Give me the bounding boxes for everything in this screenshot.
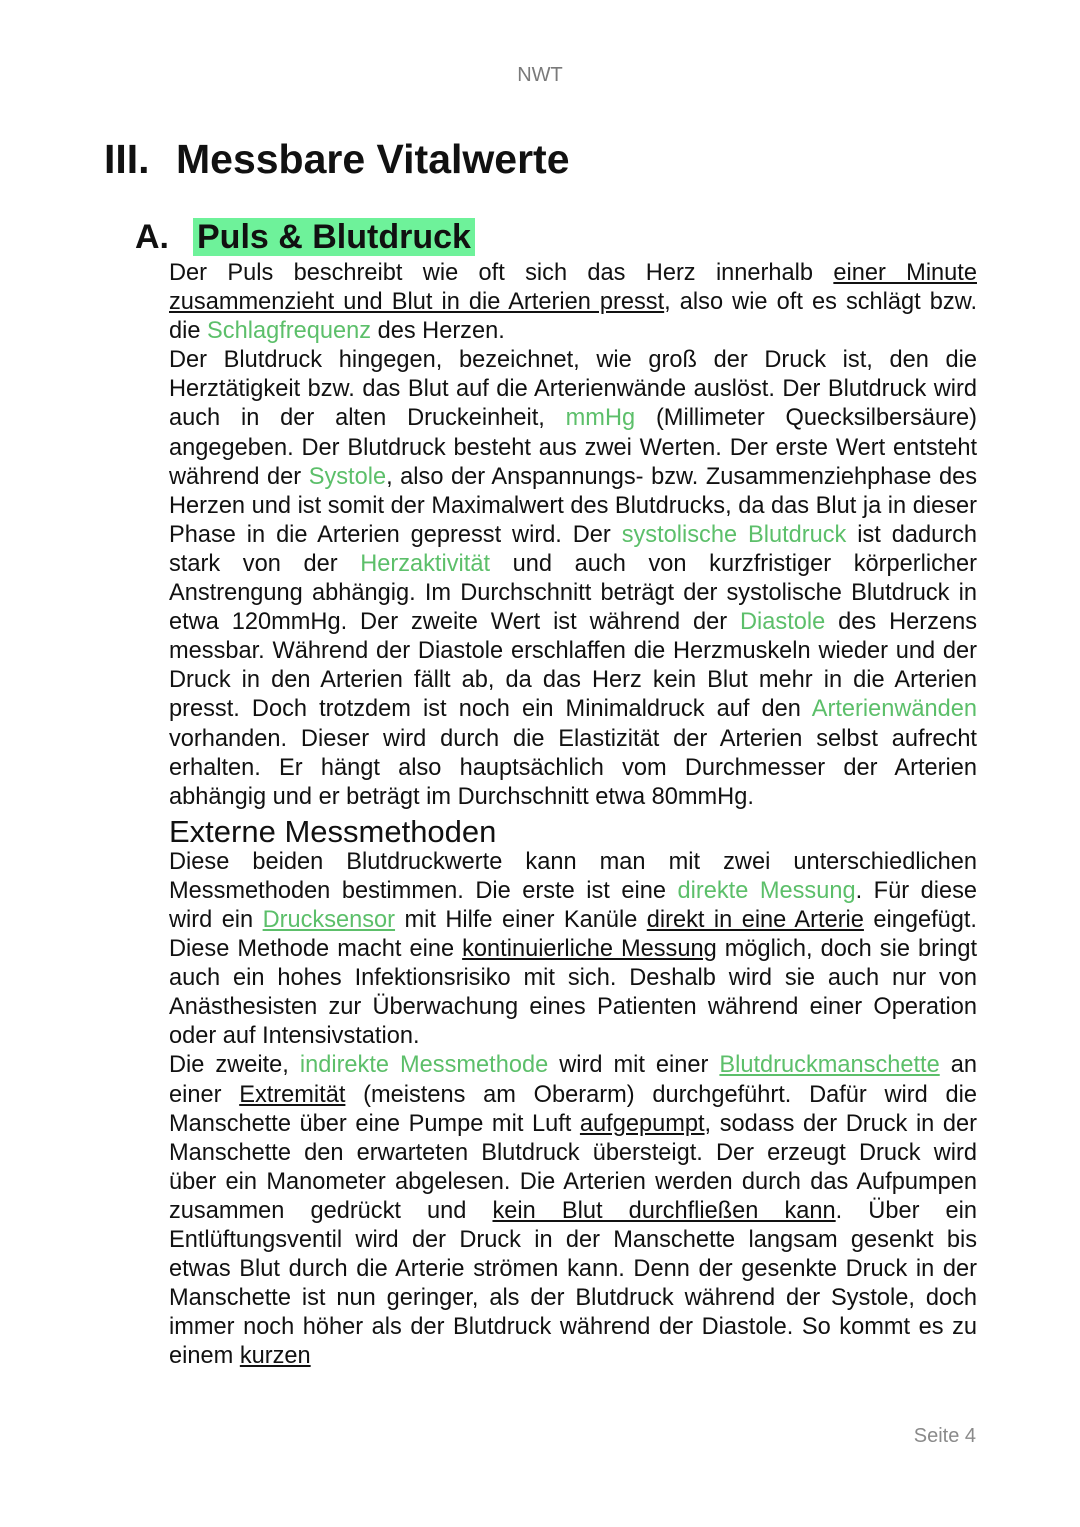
text-run: Der Blutdruck hingegen, bezeichnet, wie groß der Druck ist, den die Herztätigkeit bzw. das Blut auf die Arterienwände auslöst. Der Blutdruck wird auch in der alten Druckeinheit,: [169, 347, 977, 432]
text-run: an einer: [169, 1052, 977, 1108]
text-run: , sodass der Druck in der Manschette den erwarteten Blutdruck übersteigt. Der erzeugt Druck wird über ein Manometer abgelesen. Die Arterien werden durch das Aufpumpen zusammen gedrückt und: [169, 1110, 978, 1224]
section-letter: A.: [135, 218, 169, 256]
paragraph-direkte-messung: [169, 848, 977, 1052]
highlight-term: Arterienwänden: [811, 696, 977, 723]
text-run: Diese beiden Blutdruckwerte kann man mit zwei unterschiedlichen Messmethoden bestimmen. Die erste ist eine: [169, 848, 977, 904]
chapter-title-text: Messbare Vitalwerte: [176, 136, 570, 182]
highlight-term: Diastole: [740, 609, 826, 636]
underlined-text: einer Minute zusammenzieht und Blut in die Arterien presst: [169, 260, 977, 316]
highlight-term: direkte Messung: [677, 877, 856, 904]
text-run: und auch von kurzfristiger körperlicher Anstrengung abhängig. Im Durchschnitt beträgt der systolische Blutdruck in etwa 120mmHg. Der zweite Wert ist während der: [169, 550, 977, 636]
underlined-text: kontinuierliche Messung: [462, 936, 717, 963]
underlined-text: kein Blut durchfließen kann: [492, 1197, 836, 1224]
text-run: ist dadurch stark von der: [169, 521, 977, 577]
text-run: . Für diese wird ein: [169, 877, 978, 933]
text-run: Der Puls beschreibt wie oft sich das Herz innerhalb: [169, 260, 834, 286]
highlight-term: Herzaktivität: [360, 550, 491, 577]
highlight-term: Schlagfrequenz: [207, 318, 372, 345]
highlight-term: indirekte Messmethode: [299, 1052, 549, 1079]
underlined-text: aufgepumpt: [579, 1110, 705, 1137]
body-text: [169, 259, 977, 1371]
text-run: vorhanden. Dieser wird durch die Elastizität der Arterien selbst aufrecht erhalten. Er hängt also hauptsächlich vom Durchmesser der Arterien abhängig und er beträgt im Durchschnitt etwa 80mmHg.: [169, 725, 977, 810]
text-run: Die zweite,: [169, 1052, 300, 1079]
text-run: des Herzen.: [371, 318, 505, 345]
paragraph-indirekte-messung: [169, 1051, 977, 1371]
text-run: eingefügt. Diese Methode macht eine: [169, 906, 977, 963]
highlight-term: Systole: [308, 463, 387, 490]
highlight-underlined-term: Drucksensor: [262, 906, 396, 933]
text-run: möglich, doch sie bringt auch ein hohes Infektionsrisiko mit sich. Deshalb wird sie auch nur von Anästhesisten zur Überwachung eines Patienten während einer Operation oder auf Intensivstation.: [169, 936, 978, 1050]
highlight-term: mmHg: [565, 405, 636, 432]
subheading-messmethoden: Externe Messmethoden: [169, 813, 497, 849]
text-run: (meistens am Oberarm) durchgeführt. Dafür wird die Manschette über eine Pumpe mit Luft: [169, 1081, 977, 1137]
text-run: wird mit einer: [548, 1052, 720, 1079]
page-header: NWT: [517, 64, 563, 86]
paragraph-blutdruck: [169, 346, 977, 812]
text-run: , also der Anspannungs- bzw. Zusammenziehphase des Herzen und ist somit der Maximalwert des Blutdrucks, da das Blut ja in dieser Phase in die Arterien gepresst wird. Der: [169, 463, 977, 548]
section-title-highlight: Puls & Blutdruck: [193, 218, 475, 256]
page-number: Seite 4: [913, 1425, 976, 1447]
text-run: des Herzens messbar. Während der Diastole erschlaffen die Herzmuskeln wieder und der Druck in den Arterien fällt ab, da das Herz kein Blut mehr in die Arterien presst. Doch trotzdem ist noch ein Minimaldruck auf den: [169, 609, 977, 723]
text-run: , also wie oft es schlägt bzw. die: [169, 289, 977, 345]
section-heading: [135, 212, 475, 262]
underlined-text: direkt in eine Arterie: [646, 906, 864, 933]
paragraph-puls: [169, 259, 977, 346]
text-run: . Über ein Entlüftungsventil wird der Druck in der Manschette langsam gesenkt bis etwas Blut durch die Arterie strömen kann. Denn der gesenkte Druck in der Manschette ist nun geringer, als der Blutdruck während der Systole, doch immer noch höher als der Blutdruck während der Diastole. So kommt es zu einem: [169, 1197, 977, 1370]
highlight-term: systolische Blutdruck: [621, 521, 847, 548]
underlined-text: Extremität: [239, 1081, 346, 1108]
chapter-number: III.: [104, 136, 150, 182]
text-run: (Millimeter Quecksilbersäure) angegeben. Der Blutdruck besteht aus zwei Werten. Der erste Wert entsteht während der: [169, 405, 978, 490]
chapter-title: [104, 133, 570, 185]
highlight-underlined-term: Blutdruckmanschette: [719, 1052, 940, 1079]
underlined-text: kurzen: [239, 1343, 311, 1370]
text-run: mit Hilfe einer Kanüle: [395, 906, 647, 933]
